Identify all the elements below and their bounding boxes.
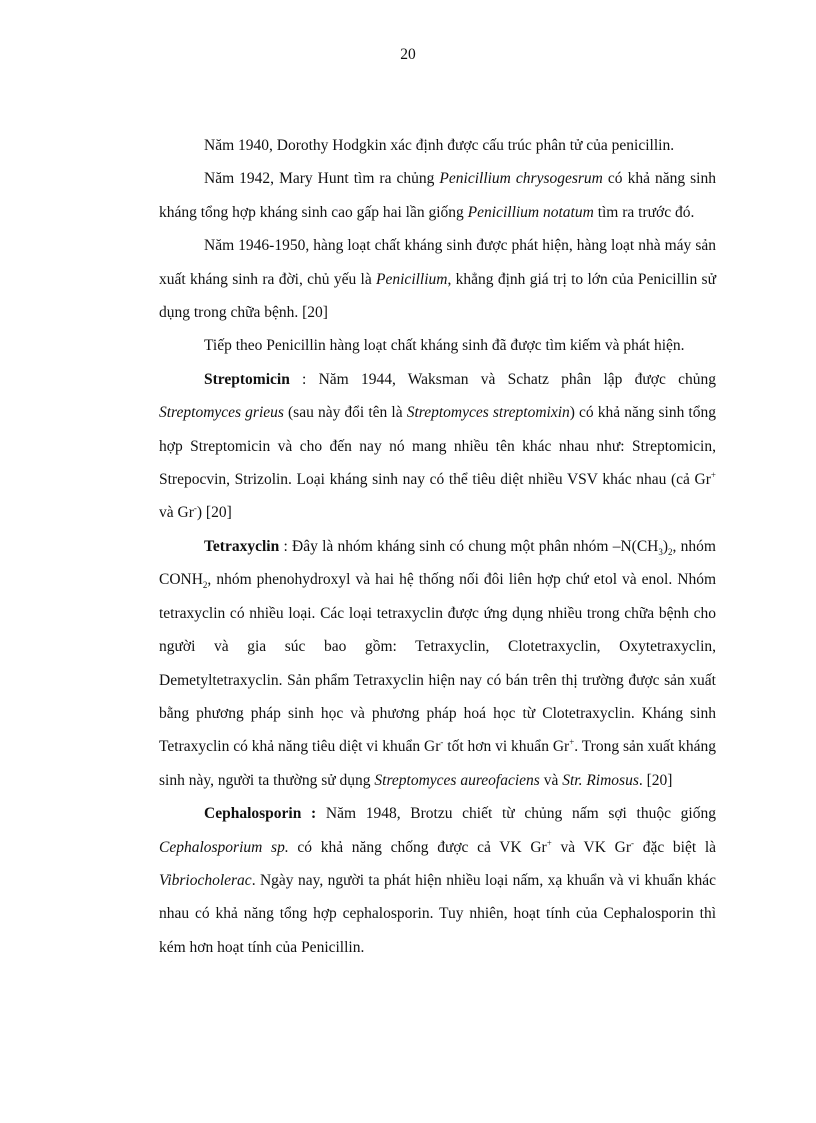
text-span: đặc biệt là bbox=[634, 838, 717, 856]
text-span: , nhóm phenohydroxyl và hai hệ thống nối đôi liên hợp chứ etol và enol. Nhóm tetraxyclin có nhiều loại. Các loại tetraxyclin được ứng dụng nhiều trong chữa bệnh cho người và gia súc bao gồm: Tetraxyclin, Clotetraxyclin, Oxytetraxyclin, Demetyltetraxyclin. Sản phẩm Tetraxyclin hiện nay có bán trên thị trường được sản xuất bằng phương pháp sinh học và phương pháp hoá học từ Clotetraxyclin. Kháng sinh Tetraxyclin có khả năng tiêu diệt vi khuẩn Gr bbox=[159, 571, 716, 756]
paragraph-tetraxyclin bbox=[159, 530, 716, 797]
paragraph-1942 bbox=[159, 162, 716, 229]
paragraph-cephalosporin bbox=[159, 797, 716, 964]
superscript: + bbox=[569, 737, 575, 748]
text-span: có khả năng chống được cả VK Gr bbox=[288, 838, 547, 856]
superscript: + bbox=[710, 469, 716, 480]
text-span: , khẳng định giá trị to lớn của Penicillin sử dụng trong chữa bệnh. [20] bbox=[159, 270, 716, 322]
text-span: và VK Gr bbox=[551, 838, 631, 856]
superscript: - bbox=[631, 837, 634, 848]
species-name: Streptomyces aureofaciens bbox=[374, 771, 540, 789]
species-name: Penicillium notatum bbox=[467, 203, 594, 221]
text-span: . Trong sản xuất kháng sinh này, người ta thường sử dụng bbox=[159, 738, 716, 789]
page-number: 20 bbox=[400, 46, 416, 63]
text-span: : Đây là nhóm kháng sinh có chung một phân nhóm –N(CH bbox=[279, 537, 659, 555]
text-span: ) có khả năng sinh tổng hợp Streptomicin và cho đến nay nó mang nhiều tên khác nhau như: Streptomicin, Strepocvin, Strizolin. Loại kháng sinh nay có thể tiêu diệt nhiều VSV khác nhau (cả Gr bbox=[159, 404, 716, 489]
text-span: , nhóm CONH bbox=[159, 537, 716, 589]
species-name: Penicillium bbox=[376, 270, 448, 288]
paragraph-1946 bbox=[159, 229, 716, 329]
superscript: + bbox=[546, 837, 552, 848]
text-span: tốt hơn vi khuẩn Gr bbox=[443, 738, 570, 756]
text-span: Năm 1942, Mary Hunt tìm ra chủng bbox=[204, 170, 440, 188]
document-body bbox=[159, 129, 716, 964]
species-name: Streptomyces grieus bbox=[159, 404, 284, 422]
text-span: : Năm 1944, Waksman và Schatz phân lập được chủng bbox=[289, 370, 716, 388]
subscript: 2 bbox=[202, 580, 208, 591]
species-name: Penicillium chrysogesrum bbox=[439, 170, 603, 188]
text-span: có khả năng sinh kháng tổng hợp kháng sinh cao gấp hai lần giống bbox=[159, 170, 716, 221]
section-term: Cephalosporin : bbox=[204, 805, 317, 823]
text-span: . [20] bbox=[638, 771, 673, 789]
species-name: Vibriocholerac bbox=[159, 871, 252, 889]
text-span: (sau này đổi tên là bbox=[283, 404, 407, 422]
species-name: Str. Rimosus bbox=[562, 771, 639, 789]
paragraph-next: Tiếp theo Penicillin hàng loạt chất kháng sinh đã được tìm kiếm và phát hiện. bbox=[204, 337, 685, 355]
text-span: ) [20] bbox=[196, 504, 232, 522]
subscript: 2 bbox=[668, 546, 673, 557]
paragraph-streptomicin bbox=[159, 363, 716, 530]
text-span: Năm 1948, Brotzu chiết từ chủng nấm sợi thuộc giống bbox=[316, 805, 716, 823]
text-span: và Gr bbox=[159, 504, 194, 522]
text-span: ) bbox=[662, 537, 669, 555]
text-span: tìm ra trước đó. bbox=[593, 203, 695, 221]
section-term: Streptomicin bbox=[204, 370, 290, 388]
section-term: Tetraxyclin bbox=[204, 537, 280, 555]
superscript: - bbox=[440, 737, 444, 748]
text-span: Năm 1946-1950, hàng loạt chất kháng sinh được phát hiện, hàng loạt nhà máy sản xuất kháng sinh ra đời, chủ yếu là bbox=[159, 237, 716, 288]
text-span: . Ngày nay, người ta phát hiện nhiều loại nấm, xạ khuẩn và vi khuẩn khác nhau có khả năng tổng hợp cephalosporin. Tuy nhiên, hoạt tính của Cephalosporin thì kém hơn hoạt tính của Penicillin. bbox=[159, 871, 716, 956]
paragraph-1940: Năm 1940, Dorothy Hodgkin xác định được cấu trúc phân tử của penicillin. bbox=[204, 137, 675, 154]
text-span: và bbox=[539, 771, 563, 789]
superscript: - bbox=[193, 503, 197, 514]
species-name: Streptomyces streptomixin bbox=[406, 404, 570, 422]
species-name: Cephalosporium sp. bbox=[159, 838, 289, 856]
subscript: 3 bbox=[658, 546, 663, 557]
